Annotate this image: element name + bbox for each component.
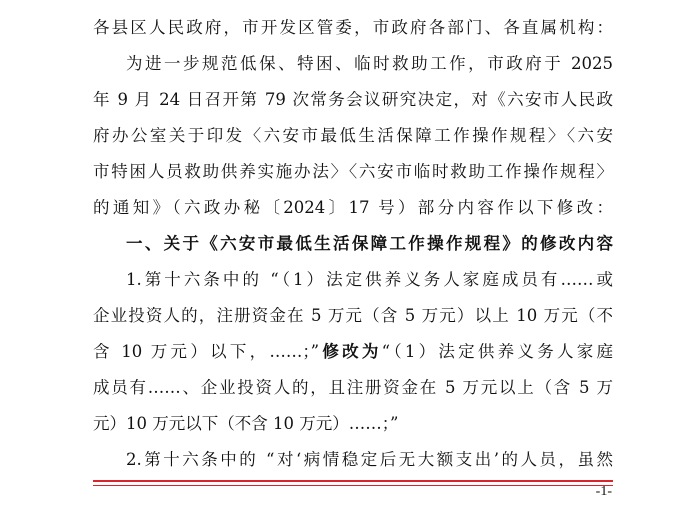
document-line-3: 年 9 月 24 日召开第 79 次常务会议研究决定，对《六安市人民政 (93, 90, 613, 109)
document-line-10-text: 含 10 万元）以下，……；” (93, 342, 320, 361)
document-line-9: 企业投资人的，注册资金在 5 万元（含 5 万元）以上 10 万元（不 (93, 306, 613, 325)
document-line-10-tail: “（1）法定供养义务人家庭 (381, 342, 613, 361)
page-number: -1- (595, 484, 612, 499)
document-line-8: 1.第十六条中的 “（1）法定供养义务人家庭成员有……或 (126, 270, 613, 289)
document-line-10 (93, 335, 613, 369)
document-line-2: 为进一步规范低保、特困、临时救助工作，市政府于 2025 (126, 54, 613, 73)
section-heading: 一、关于《六安市最低生活保障工作操作规程》的修改内容 (126, 234, 613, 253)
document-line-1: 各县区人民政府，市开发区管委，市政府各部门、各直属机构： (93, 18, 613, 37)
document-line-4: 府办公室关于印发〈六安市最低生活保障工作操作规程〉〈六安 (93, 126, 613, 145)
document-line-12: 元）10 万元以下（不含 10 万元）……；” (93, 414, 399, 433)
document-line-11: 成员有……、企业投资人的，且注册资金在 5 万元以上（含 5 万 (93, 378, 613, 397)
document-line-13: 2.第十六条中的 “对‘病情稳定后无大额支出’的人员，虽然 (126, 450, 613, 469)
footer-rule-thick (93, 480, 613, 482)
amend-keyword: 修改为 (319, 342, 382, 361)
document-line-5: 市特困人员救助供养实施办法〉〈六安市临时救助工作操作规程〉 (93, 162, 613, 181)
footer-rule-thin (93, 485, 613, 486)
document-line-6: 的通知》（六政办秘〔2024〕17 号）部分内容作以下修改： (93, 198, 613, 217)
